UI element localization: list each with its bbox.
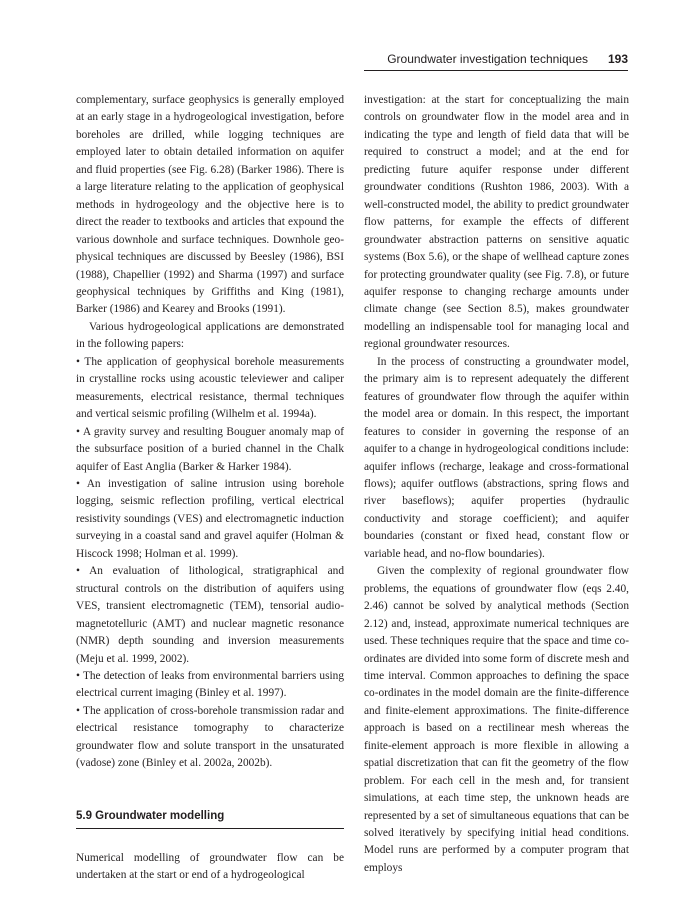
bullet-item: • The application of cross-borehole transmission radar and electrical resistance tomography to characterize groundwater flow and solute transport in the unsaturated (vadose) zone (Binley et al. 2002a, 2002b). <box>76 704 344 770</box>
left-column <box>76 92 344 885</box>
bullet-item: • An evaluation of lithological, stratigraphical and structural controls on the distribution of aquifers using VES, transient electromagnetic (TEM), tensorial audio-magnetotelluric (AMT) and nuclear magnetic resonance (NMR) depth sounding and inversion measurements (Meju et al. 1999, 2002). <box>76 565 344 665</box>
running-title: Groundwater investigation techniques <box>387 52 588 66</box>
page-number: 193 <box>607 52 628 66</box>
bullet-item: • The application of geophysical borehole measurements in crystalline rocks using acoustic televiewer and caliper measurements, electrical resistance, thermal techniques and vertical seismic profiling (Wilhelm et al. 1994a). <box>76 355 344 421</box>
bullet-item: • An investigation of saline intrusion using borehole logging, seismic reflection profiling, vertical electrical resistivity soundings (VES) and electromagnetic induction surveying in a coastal sand and gravel aquifer (Holman & Hiscock 1998; Holman et al. 1999). <box>76 477 344 560</box>
paragraph: Various hydrogeological applications are demonstrated in the following papers: <box>76 320 344 351</box>
section-spacer <box>76 829 344 850</box>
bullet-item: • A gravity survey and resulting Bouguer anomaly map of the subsurface position of a buried channel in the Chalk aquifer of East Anglia (Barker & Harker 1984). <box>76 425 344 473</box>
running-head <box>76 52 628 70</box>
paragraph: investigation: at the start for conceptualizing the main controls on groundwater flow in the model area and in indicating the type and length of field data that will be required to construct a model; and at the end for predicting future aquifer response under different groundwater conditions (Rushton 1986, 2003). With a well-constructed model, the ability to predict groundwater flow patterns, for example the effects of different groundwater abstraction patterns on sensitive aquatic systems (Box 5.6), or the shape of wellhead capture zones for protecting groundwater quality (see Fig. 7.8), or future aquifer response to changing recharge amounts under climate change (see Section 8.5), makes groundwater modelling an indispensable tool for managing local and regional groundwater resources. <box>364 94 629 351</box>
bullet-item: • The detection of leaks from environmental barriers using electrical current imaging (Binley et al. 1997). <box>76 669 344 700</box>
paragraph: In the process of constructing a groundwater model, the primary aim is to represent adequately the different features of groundwater flow through the aquifer within the model area or domain. In this respect, the important features to consider in governing the response of an aquifer to a change in hydrogeological conditions include: aquifer inflows (recharge, leakage and cross-formational flows); aquifer outflows (abstractions, spring flows and river baseflows); aquifer properties (hydraulic conductivity and storage coefficient); and aquifer boundaries (constant or fixed head, constant flow or variable head, and no-flow boundaries). <box>364 355 629 560</box>
section-heading: 5.9 Groundwater modelling <box>76 809 225 822</box>
paragraph: complementary, surface geophysics is generally employed at an early stage in a hydrogeological investigation, before boreholes are drilled, while logging techniques are employed later to obtain detailed information on aquifer and fluid properties (see Fig. 6.28) (Barker 1986). There is a large literature relating to the application of geophysical methods in hydrogeology and the objective here is to direct the reader to textbooks and articles that expound the various downhole and surface techniques. Downhole geophysical techniques are discussed by Beesley (1986), BSI (1988), Chapellier (1992) and Sharma (1997) and surface geophysical techniques by Griffiths and King (1981), Barker (1986) and Kearey and Brooks (1991). <box>76 94 344 316</box>
header-rule <box>364 70 628 71</box>
paragraph: Numerical modelling of groundwater flow can be undertaken at the start or end of a hydrogeological <box>76 851 344 882</box>
paragraph: Given the complexity of regional groundwater flow problems, the equations of groundwater flow (eqs 2.40, 2.46) cannot be solved by analytical methods (Section 2.12) and, instead, approximate numerical techniques are used. These techniques require that the space and time co-ordinates are divided into some form of discrete mesh and time interval. Common approaches to defining the space co-ordinates in the model domain are the finite-difference and finite-element approximations. The finite-difference approach is based on a rectilinear mesh whereas the finite-element approach is more flexible in allowing a spatial discretization that can fit the geometry of the flow problem. For each cell in the mesh and, for transient simulations, at each time step, the unknown heads are represented by a set of simultaneous equations that can be solved iteratively by specifying initial head conditions. Model runs are performed by a computer program that employs <box>364 565 629 874</box>
right-column <box>364 92 629 877</box>
